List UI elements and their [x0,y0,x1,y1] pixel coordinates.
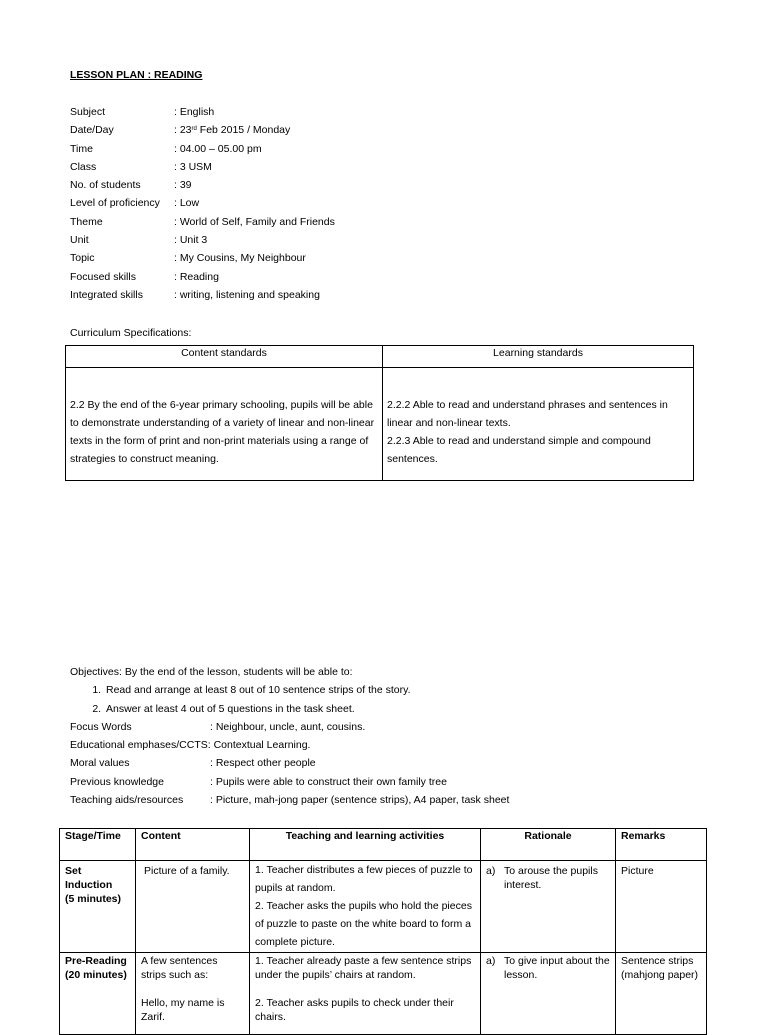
info-key: Subject [70,106,106,118]
content-cell [136,953,250,1035]
focus-words [70,718,509,736]
activity-step: 2. Teacher asks the pupils who hold the pieces of puzzle to paste on the white board to form a complete picture. [255,900,472,948]
info-key: Class [70,160,97,173]
info-key: Integrated skills [70,288,143,301]
stage-name: Pre-Reading [65,955,127,967]
focus-words-value: : Neighbour, uncle, aunt, cousins. [210,720,366,733]
educational-emphases: Educational emphases/CCTS: Contextual Learning. [70,739,311,752]
learning-standard-2: 2.2.3 Able to read and understand simple and compound sentences. [387,435,651,465]
info-row [70,233,335,251]
info-row [70,178,335,196]
activities-cell [250,953,481,1035]
stage-time: (5 minutes) [65,893,122,905]
content-cell: Picture of a family. [136,861,250,953]
objectives-section [70,663,509,809]
info-key: Topic [70,252,95,265]
info-row [70,251,335,269]
content-standard-text: 2.2 By the end of the 6-year primary schooling, pupils will be able to demonstrate understanding of a variety of linear and non-linear texts in the form of print and non-print materials using a range of strategies to construct meaning. [70,399,375,465]
date-day: : 23 [174,124,192,137]
rationale-text: To arouse the pupils interest. [504,865,598,891]
objectives-intro: Objectives: By the end of the lesson, students will be able to: [70,666,353,678]
curriculum-table [65,345,694,481]
content-header: Content [136,829,250,861]
info-value: : 04.00 – 05.00 pm [174,142,262,155]
info-key: Theme [70,215,103,228]
table-row [66,368,694,481]
remarks-cell: Sentence strips (mahjong paper) [616,953,707,1035]
date-suffix: rd [191,126,197,133]
page-title: LESSON PLAN : READING [70,69,203,81]
content-standard-cell [66,368,383,481]
info-value: : 3 USM [174,160,212,173]
teaching-aids-key: Teaching aids/resources [70,794,184,807]
stage-cell [60,953,136,1035]
stage-time-header: Stage/Time [60,829,136,861]
info-value [174,123,290,141]
content-text: A few sentences strips such as: [141,955,218,981]
activity-step: 1. Teacher distributes a few pieces of puzzle to pupils at random. [255,864,473,894]
learning-standards-header: Learning standards [383,346,694,368]
table-row [60,953,707,1035]
focus-words-key: Focus Words [70,720,132,733]
list-item: 1. Read and arrange at least 8 out of 10 sentence strips of the story. [104,681,509,699]
info-row [70,215,335,233]
info-key: No. of students [70,179,141,192]
teaching-aids [70,791,509,809]
activity-step: 2. Teacher asks pupils to check under their chairs. [255,997,454,1023]
info-value: : writing, listening and speaking [174,288,320,301]
learning-standard-1: 2.2.2 Able to read and understand phrases and sentences in linear and non-linear texts. [387,399,668,429]
previous-knowledge-key: Previous knowledge [70,775,164,788]
info-row [70,270,335,288]
remarks-cell: Picture [616,861,707,953]
content-example: Hello, my name is Zarif. [141,997,225,1023]
info-row [70,288,335,306]
moral-values [70,754,509,772]
info-row [70,160,335,178]
info-key: Unit [70,234,89,247]
table-header-row [60,829,707,861]
info-row [70,196,335,214]
info-value: : Unit 3 [174,234,208,247]
info-key: Time [70,142,93,155]
activities-cell [250,861,481,953]
learning-standard-cell [383,368,694,481]
moral-values-key: Moral values [70,757,130,770]
stage-cell [60,861,136,953]
date-rest: Feb 2015 / Monday [196,124,291,137]
moral-values-value: : Respect other people [210,757,316,770]
info-row [70,105,335,123]
info-key: Focused skills [70,270,136,283]
rationale-text: To give input about the lesson. [504,955,610,981]
rationale-marker: a) [486,955,496,967]
stage-name: Set Induction [65,865,113,891]
curriculum-label: Curriculum Specifications: [70,327,192,339]
info-value: : World of Self, Family and Friends [174,215,335,228]
rationale-cell [481,861,616,953]
objectives-list [70,681,509,718]
info-value: : My Cousins, My Neighbour [174,252,306,265]
stage-time: (20 minutes) [65,969,127,981]
teaching-aids-value: : Picture, mah-jong paper (sentence strips), A4 paper, task sheet [210,794,510,807]
lesson-info [70,105,335,306]
rationale-cell [481,953,616,1035]
info-value: : English [174,106,215,118]
info-key: Level of proficiency [70,197,160,210]
info-row [70,123,335,141]
info-row [70,142,335,160]
info-value: : Low [174,197,200,210]
rationale-marker: a) [486,865,496,877]
list-item: 2. Answer at least 4 out of 5 questions in the task sheet. [104,700,509,718]
lesson-plan-table [59,828,707,1035]
table-row [60,861,707,953]
content-standards-header: Content standards [66,346,383,368]
remarks-header: Remarks [616,829,707,861]
info-value: : Reading [174,270,219,283]
info-value: : 39 [174,179,192,192]
previous-knowledge-value: : Pupils were able to construct their own family tree [210,775,447,788]
table-header-row [66,346,694,368]
activity-step: 1. Teacher already paste a few sentence strips under the pupils’ chairs at random. [255,955,472,981]
info-key: Date/Day [70,124,114,137]
activities-header: Teaching and learning activities [250,829,481,861]
previous-knowledge [70,773,509,791]
rationale-header: Rationale [481,829,616,861]
